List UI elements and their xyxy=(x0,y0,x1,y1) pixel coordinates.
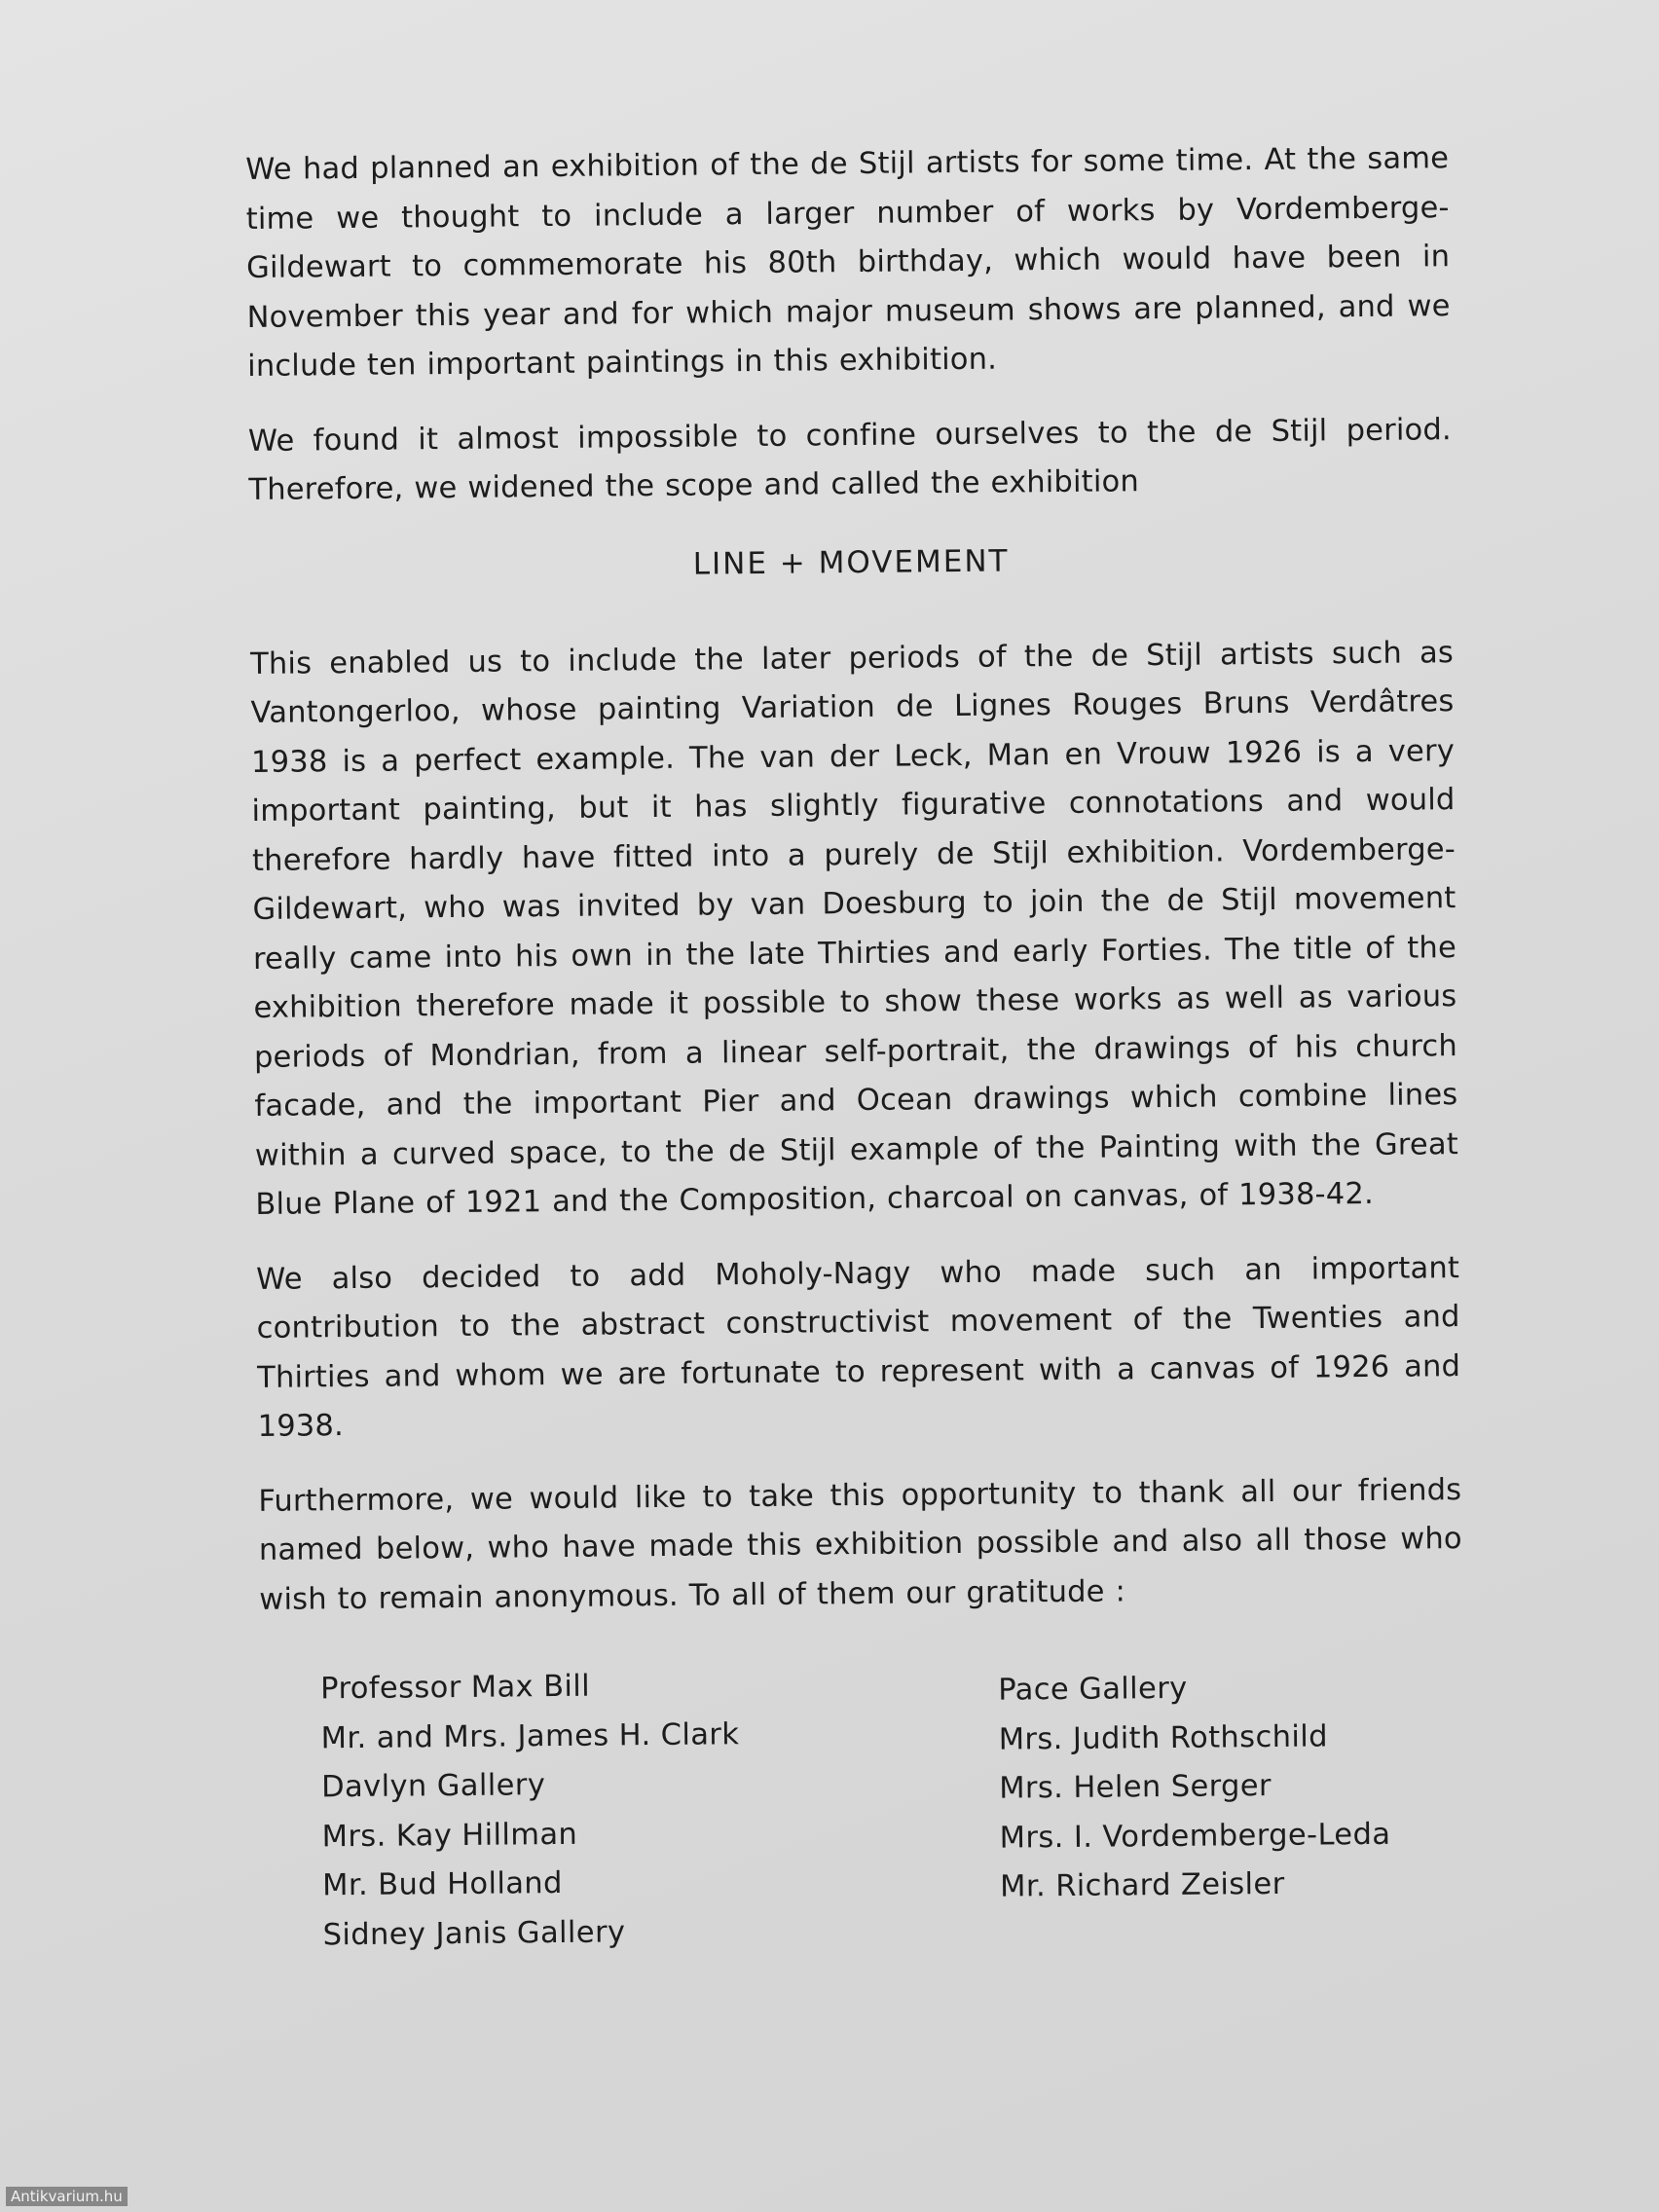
credit-name: Mrs. Helen Serger xyxy=(999,1768,1272,1806)
paragraph-intro: We had planned an exhibition of the de Stijl artists for some time. At the same time we thought to include a larger number of works by Vordemberge-Gildewart to commemorate his 80th birthday, which would have been in November this year and for which major museum shows are planned, and we include ten important paintings in this exhibition. xyxy=(245,141,1451,384)
watermark-label: Antikvarium.hu xyxy=(6,2187,128,2206)
credit-name: Mr. Richard Zeisler xyxy=(1000,1866,1285,1904)
credit-name: Mrs. Judith Rothschild xyxy=(998,1718,1329,1757)
credits-column-right xyxy=(998,1663,1410,1954)
credits-column-left xyxy=(320,1661,742,1960)
credit-name: Mrs. I. Vordemberge-Leda xyxy=(999,1817,1391,1856)
credit-name: Mr. and Mrs. James H. Clark xyxy=(320,1716,740,1755)
exhibition-title: LINE + MOVEMENT xyxy=(692,542,1010,582)
credit-name: Pace Gallery xyxy=(998,1671,1188,1708)
paragraph-scope: We found it almost impossible to confine ourselves to the de Stijl period. Therefore, we widened the scope and called the exhibition xyxy=(247,412,1453,507)
credits-list xyxy=(260,1654,1466,1961)
credit-name: Davlyn Gallery xyxy=(321,1768,546,1805)
text-block xyxy=(245,134,1466,1961)
credit-name: Sidney Janis Gallery xyxy=(322,1914,626,1952)
paragraph-artists: This enabled us to include the later periods of the de Stijl artists such as Vantongerloo, whose painting Variation de Lignes Rouges Bruns Verdâtres 1938 is a perfect example. The van der Leck, Man en Vrouw 1926 is a very important painting, but it has slightly figurative connotations and would therefore hardly have fitted into a purely de Stijl exhibition. Vordemberge-Gildewart, who was invited by van Doesburg to join the de Stijl movement really came into his own in the late Thirties and early Forties. The title of the exhibition therefore made it possible to show these works as well as various periods of Mondrian, from a linear self-portrait, the drawings of his church facade, and the important Pier and Ocean drawings which combine lines within a curved space, to the de Stijl example of the Painting with the Great Blue Plane of 1921 and the Composition, charcoal on canvas, of 1938-42. xyxy=(249,635,1459,1222)
credit-name: Professor Max Bill xyxy=(320,1669,591,1707)
credit-name: Mrs. Kay Hillman xyxy=(321,1817,578,1854)
paragraph-moholy-nagy: We also decided to add Moholy-Nagy who made such an important contribution to the abstract constructivist movement of the Twenties and Thirties and whom we are fortunate to represent with a canvas of 1926 and 1938. xyxy=(256,1250,1461,1444)
credit-name: Mr. Bud Holland xyxy=(321,1865,563,1903)
paragraph-thanks: Furthermore, we would like to take this opportunity to thank all our friends named below, who have made this exhibition possible and also all those who wish to remain anonymous. To all of them our gratitude : xyxy=(258,1472,1462,1617)
